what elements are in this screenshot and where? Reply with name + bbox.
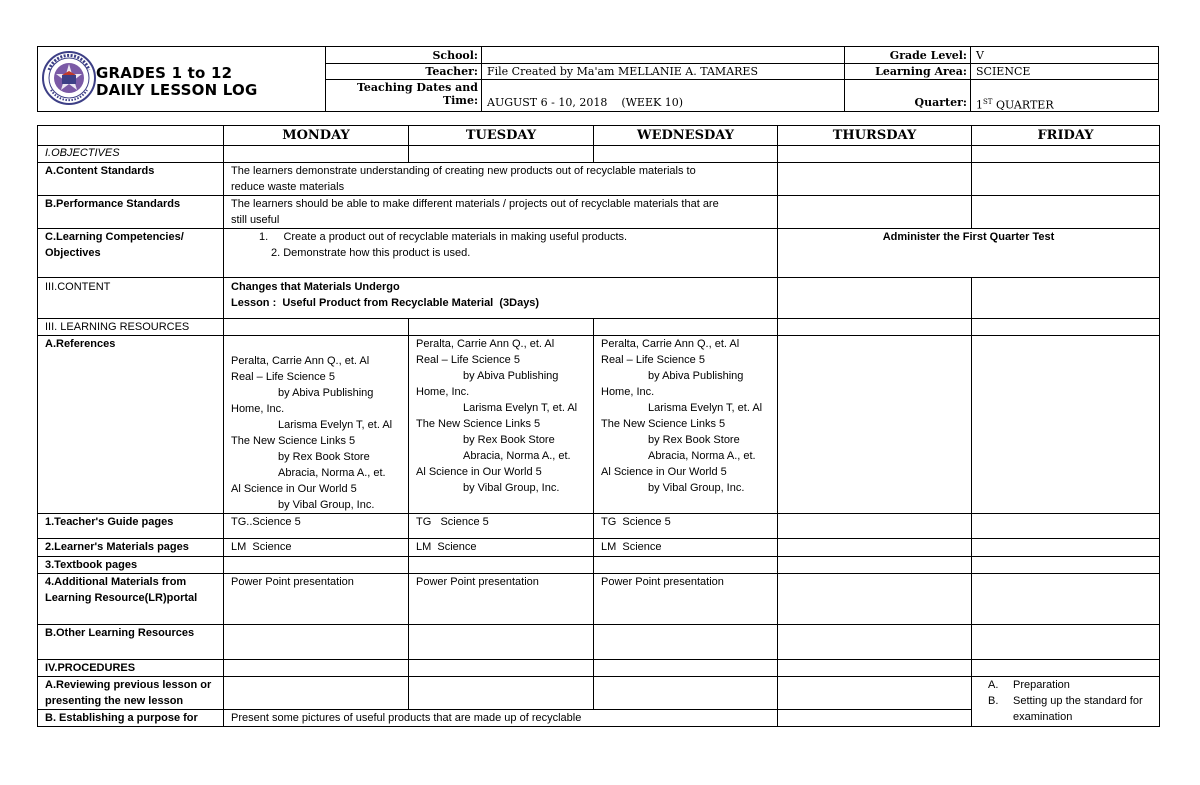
title-line-2: DAILY LESSON LOG xyxy=(96,81,258,99)
list-marker: A. xyxy=(988,679,999,691)
cell: Power Point presentation xyxy=(409,574,594,625)
cell xyxy=(224,660,409,677)
day-friday: FRIDAY xyxy=(972,126,1160,146)
table-row xyxy=(38,196,1160,229)
reference-line: Abracia, Norma A., et. xyxy=(278,467,386,479)
row-label: A.References xyxy=(38,336,224,514)
competencies-text xyxy=(224,229,778,278)
label-line: A.Reviewing previous lesson or xyxy=(45,679,212,691)
cell xyxy=(778,319,972,336)
text-line: examination xyxy=(1013,711,1073,723)
list-item xyxy=(988,693,1152,725)
reference-line: Larisma Evelyn T, et. Al xyxy=(278,419,393,431)
table-row xyxy=(38,574,1160,625)
reference-line: Al Science in Our World 5 xyxy=(416,466,542,478)
school-label: School: xyxy=(432,49,478,62)
label-line: C.Learning Competencies/ xyxy=(45,231,184,243)
references-tuesday xyxy=(409,336,594,514)
dates-label-line-1: Teaching Dates and xyxy=(356,81,478,94)
list-item xyxy=(988,677,1152,693)
area-label: Learning Area: xyxy=(875,65,967,78)
first-quarter-test-note: Administer the First Quarter Test xyxy=(778,229,1160,278)
row-label: B. Establishing a purpose for xyxy=(38,710,224,727)
references-monday xyxy=(224,336,409,514)
text-line: reduce waste materials xyxy=(231,181,345,193)
reference-line: The New Science Links 5 xyxy=(416,418,541,430)
text-line: The learners should be able to make different materials / projects out of recyclable materials that are xyxy=(231,198,719,210)
cell xyxy=(224,677,409,710)
teacher-label: Teacher: xyxy=(425,65,478,78)
performance-standards-text xyxy=(224,196,778,229)
row-label: IV.PROCEDURES xyxy=(38,660,224,677)
references-wednesday xyxy=(594,336,778,514)
friday-procedure-list xyxy=(972,677,1160,727)
cell xyxy=(972,539,1160,557)
cell xyxy=(594,146,778,163)
cell xyxy=(972,319,1160,336)
cell xyxy=(778,146,972,163)
reference-line: Real – Life Science 5 xyxy=(601,354,705,366)
reference-line: by Abiva Publishing xyxy=(648,370,744,382)
cell xyxy=(972,660,1160,677)
cell xyxy=(972,163,1160,196)
divider xyxy=(325,79,1158,80)
title-line-1: GRADES 1 to 12 xyxy=(96,64,233,82)
table-row xyxy=(38,146,1160,163)
cell: Power Point presentation xyxy=(224,574,409,625)
cell: LM Science xyxy=(224,539,409,557)
reference-line: The New Science Links 5 xyxy=(231,435,356,447)
cell xyxy=(778,625,972,660)
row-label xyxy=(38,229,224,278)
lesson-log-table xyxy=(37,125,1160,727)
cell xyxy=(972,625,1160,660)
reference-line: Home, Inc. xyxy=(231,403,285,415)
cell xyxy=(409,625,594,660)
teacher-value: File Created by Ma'am MELLANIE A. TAMARES xyxy=(487,65,758,78)
establishing-text: Present some pictures of useful products that are made up of recyclable xyxy=(224,710,778,727)
area-value: SCIENCE xyxy=(976,65,1031,78)
cell xyxy=(409,677,594,710)
cell: LM Science xyxy=(594,539,778,557)
cell xyxy=(778,163,972,196)
dates-label-line-2: Time: xyxy=(442,94,478,107)
cell xyxy=(409,660,594,677)
cell xyxy=(594,625,778,660)
reference-line: by Abiva Publishing xyxy=(278,387,374,399)
table-row xyxy=(38,278,1160,319)
table-row xyxy=(38,557,1160,574)
header-block xyxy=(37,46,1159,112)
quarter-number: 1 xyxy=(976,98,983,112)
row-label xyxy=(38,677,224,710)
cell xyxy=(778,677,972,710)
text-line: still useful xyxy=(231,214,280,226)
table-row xyxy=(38,625,1160,660)
content-text xyxy=(224,278,778,319)
cell: TG Science 5 xyxy=(409,514,594,539)
cell xyxy=(778,710,972,727)
cell xyxy=(409,319,594,336)
row-label: 2.Learner's Materials pages xyxy=(38,539,224,557)
label-line: Objectives xyxy=(45,247,101,259)
reference-line: by Rex Book Store xyxy=(648,434,740,446)
deped-seal-icon xyxy=(41,50,97,106)
row-label: B.Performance Standards xyxy=(38,196,224,229)
reference-line: Home, Inc. xyxy=(416,386,470,398)
table-row xyxy=(38,336,1160,514)
day-header-row xyxy=(38,126,1160,146)
cell xyxy=(594,319,778,336)
cell xyxy=(224,146,409,163)
quarter-text: QUARTER xyxy=(992,98,1054,112)
table-row xyxy=(38,677,1160,710)
reference-line: by Vibal Group, Inc. xyxy=(648,482,745,494)
reference-line: by Vibal Group, Inc. xyxy=(463,482,560,494)
cell xyxy=(778,514,972,539)
reference-line: Al Science in Our World 5 xyxy=(601,466,727,478)
text-line: Changes that Materials Undergo xyxy=(231,281,400,293)
text-line: Lesson : Useful Product from Recyclable Material (3Days) xyxy=(231,297,540,309)
reference-line: Abracia, Norma A., et. xyxy=(463,450,571,462)
cell xyxy=(409,146,594,163)
cell xyxy=(594,557,778,574)
cell xyxy=(594,677,778,710)
cell xyxy=(972,278,1160,319)
cell xyxy=(778,557,972,574)
cell xyxy=(778,278,972,319)
list-text xyxy=(1013,693,1143,725)
cell xyxy=(972,336,1160,514)
reference-line: Al Science in Our World 5 xyxy=(231,483,357,495)
page-title xyxy=(96,65,258,99)
row-label: 3.Textbook pages xyxy=(38,557,224,574)
cell: LM Science xyxy=(409,539,594,557)
reference-line: Real – Life Science 5 xyxy=(416,354,520,366)
grade-label: Grade Level: xyxy=(889,49,967,62)
text-line: Setting up the standard for xyxy=(1013,695,1143,707)
table-row xyxy=(38,319,1160,336)
reference-line: Peralta, Carrie Ann Q., et. Al xyxy=(601,338,740,350)
row-label: III.CONTENT xyxy=(38,278,224,319)
cell xyxy=(972,574,1160,625)
divider xyxy=(325,63,1158,64)
quarter-label: Quarter: xyxy=(914,96,967,109)
cell xyxy=(972,514,1160,539)
row-label: III. LEARNING RESOURCES xyxy=(38,319,224,336)
quarter-value xyxy=(976,96,1054,112)
cell xyxy=(224,625,409,660)
reference-line: The New Science Links 5 xyxy=(601,418,726,430)
reference-line: by Abiva Publishing xyxy=(463,370,559,382)
day-monday: MONDAY xyxy=(224,126,409,146)
reference-line: by Rex Book Store xyxy=(463,434,555,446)
cell xyxy=(778,660,972,677)
row-label: I.OBJECTIVES xyxy=(38,146,224,163)
content-standards-text xyxy=(224,163,778,196)
reference-line: Peralta, Carrie Ann Q., et. Al xyxy=(416,338,555,350)
cell: TG Science 5 xyxy=(594,514,778,539)
row-label: 1.Teacher's Guide pages xyxy=(38,514,224,539)
dates-value: AUGUST 6 - 10, 2018 (WEEK 10) xyxy=(487,96,683,109)
day-tuesday: TUESDAY xyxy=(409,126,594,146)
reference-line: Real – Life Science 5 xyxy=(231,371,335,383)
quarter-suffix: ST xyxy=(983,98,993,106)
table-row xyxy=(38,660,1160,677)
reference-line: Larisma Evelyn T, et. Al xyxy=(648,402,763,414)
day-wednesday: WEDNESDAY xyxy=(594,126,778,146)
reference-line: Larisma Evelyn T, et. Al xyxy=(463,402,578,414)
list-item: 1. Create a product out of recyclable materials in making useful products. xyxy=(259,231,628,243)
reference-line: Abracia, Norma A., et. xyxy=(648,450,756,462)
cell: TG..Science 5 xyxy=(224,514,409,539)
label-line: Learning Resource(LR)portal xyxy=(45,592,198,604)
cell: Power Point presentation xyxy=(594,574,778,625)
cell xyxy=(409,557,594,574)
list-text: Preparation xyxy=(1013,679,1070,691)
cell xyxy=(972,146,1160,163)
cell xyxy=(594,660,778,677)
label-line: presenting the new lesson xyxy=(45,695,184,707)
dates-label xyxy=(327,81,478,107)
reference-line: by Vibal Group, Inc. xyxy=(278,499,375,511)
row-label xyxy=(38,574,224,625)
table-row xyxy=(38,539,1160,557)
cell xyxy=(778,196,972,229)
cell xyxy=(224,557,409,574)
table-row xyxy=(38,229,1160,278)
text-line: The learners demonstrate understanding of creating new products out of recyclable materials to xyxy=(231,165,696,177)
day-thursday: THURSDAY xyxy=(778,126,972,146)
cell xyxy=(778,539,972,557)
table-row xyxy=(38,163,1160,196)
reference-line: by Rex Book Store xyxy=(278,451,370,463)
label-line: 4.Additional Materials from xyxy=(45,576,187,588)
reference-line: Peralta, Carrie Ann Q., et. Al xyxy=(231,355,370,367)
cell xyxy=(778,336,972,514)
cell xyxy=(972,557,1160,574)
row-label: A.Content Standards xyxy=(38,163,224,196)
corner-cell xyxy=(38,126,224,146)
cell xyxy=(224,319,409,336)
list-item: 2. Demonstrate how this product is used. xyxy=(271,247,471,259)
row-label: B.Other Learning Resources xyxy=(38,625,224,660)
reference-line: Home, Inc. xyxy=(601,386,655,398)
cell xyxy=(972,196,1160,229)
cell xyxy=(778,574,972,625)
grade-value: V xyxy=(976,49,984,62)
list-marker: B. xyxy=(988,695,999,707)
table-row xyxy=(38,514,1160,539)
